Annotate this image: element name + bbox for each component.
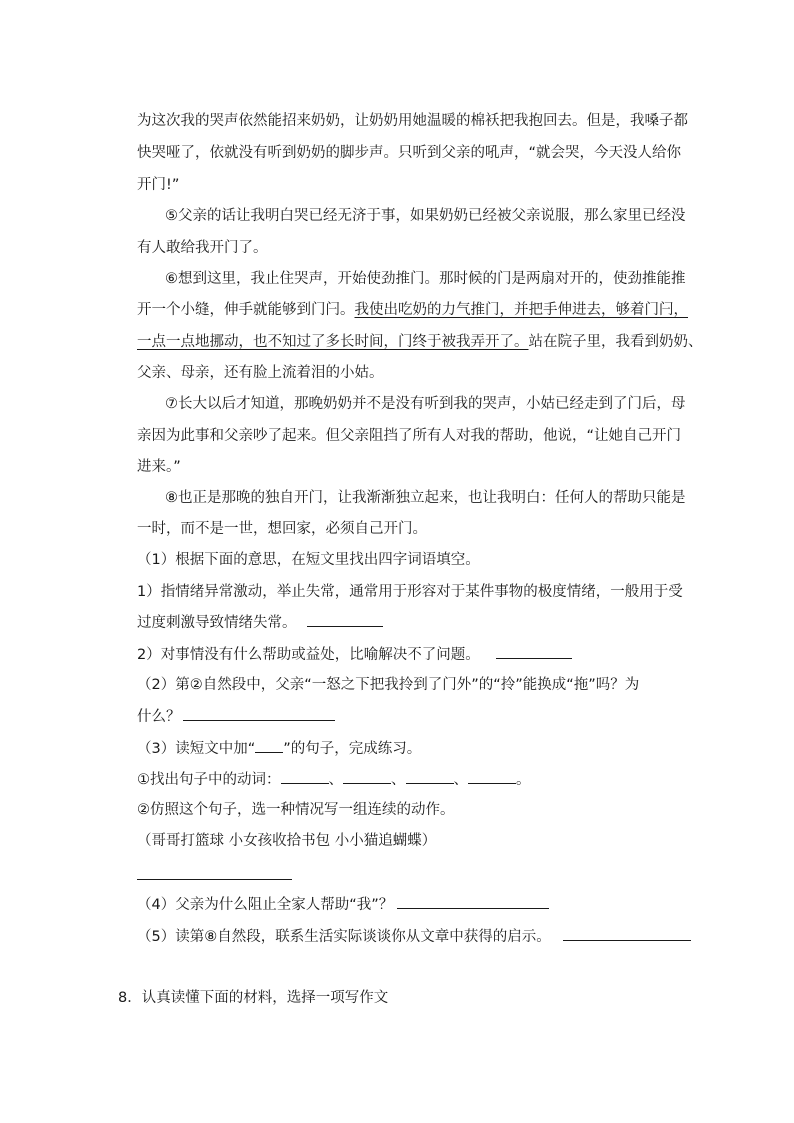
underlined-sentence: 一点一点地挪动，也不知过了多长时间，门终于被我弄开了。 [137,334,529,350]
question-text: ①找出句子中的动词： [137,772,281,788]
question-3 [137,738,421,759]
question-text: 2）对事情没有什么帮助或益处，比喻解决不了问题。 [137,647,480,663]
passage-line: 进来。” [137,459,181,475]
underline-mark [255,738,283,753]
question-4 [137,894,549,915]
passage-line: ⑤父亲的话让我明白哭已经无济于事，如果奶奶已经被父亲说服，那么家里已经没 [165,208,686,224]
question-3-1 [137,769,531,790]
answer-blank[interactable] [468,769,516,784]
answer-blank[interactable] [137,879,292,880]
separator: 。 [516,772,531,788]
answer-blank[interactable] [343,769,391,784]
passage-line [137,300,688,320]
passage-line: 一时，而不是一世，想回家，必须自己开门。 [137,521,427,537]
answer-blank[interactable] [183,706,335,721]
passage-line [137,332,703,352]
question-text: （3）读短文中加“ [137,741,256,757]
answer-blank[interactable] [563,926,691,941]
section-8-heading: 8．认真读懂下面的材料，选择一项写作文 [118,990,389,1006]
question-1: （1）根据下面的意思，在短文里找出四字词语填空。 [137,552,480,568]
separator: 、 [453,772,468,788]
question-text: （5）读第⑧自然段，联系生活实际谈谈你从文章中获得的启示。 [137,929,551,945]
answer-blank[interactable] [281,769,329,784]
separator: 、 [391,772,406,788]
passage-line: 快哭哑了，依就没有听到奶奶的脚步声。只听到父亲的吼声，“就会哭，今天没人给你 [137,145,682,161]
answer-blank[interactable] [406,769,454,784]
question-1-1 [137,612,383,633]
answer-blank[interactable] [496,644,572,659]
question-1-1: 1）指情绪异常激动，举止失常，通常用于形容对于某件事物的极度情绪，一般用于受 [137,584,683,600]
question-1-2 [137,644,572,665]
answer-blank[interactable] [307,612,383,627]
underlined-sentence: 我使出吃奶的力气推门，并把手伸进去，够着门闩， [354,302,688,318]
question-text: （4）父亲为什么阻止全家人帮助“我”？ [137,897,394,913]
question-3-options: （哥哥打篮球 小女孩收拾书包 小小猫追蝴蝶） [137,833,437,849]
passage-line: ⑦长大以后才知道，那晚奶奶并不是没有听到我的哭声，小姑已经走到了门后，母 [165,396,686,412]
question-5 [137,926,691,947]
passage-line: 亲因为此事和父亲吵了起来。但父亲阻挡了所有人对我的帮助，他说，“让她自己开门 [137,428,682,444]
question-text: ”的句子，完成练习。 [283,741,422,757]
separator: 、 [328,772,343,788]
question-2 [137,706,335,727]
question-3-2: ②仿照这个句子，选一种情况写一组连续的动作。 [137,802,455,818]
passage-line: 为这次我的哭声依然能招来奶奶，让奶奶用她温暖的棉袄把我抱回去。但是，我嗓子都 [137,113,688,129]
passage-line: 开门!” [137,177,180,193]
passage-text: 站在院子里，我看到奶奶、 [528,334,703,350]
passage-line: 有人敢给我开门了。 [137,240,268,256]
passage-line: 父亲、母亲，还有脸上流着泪的小姑。 [137,365,384,381]
question-text: 过度刺激导致情绪失常。 [137,615,297,631]
question-text: 什么？ [137,709,181,725]
passage-text: 开一个小缝，伸手就能够到门闩。 [137,302,355,318]
passage-line: ⑧也正是那晚的独自开门，让我渐渐独立起来，也让我明白：任何人的帮助只能是 [165,490,686,506]
passage-line: ⑥想到这里，我止住哭声，开始使劲推门。那时候的门是两扇对开的，使劲推能推 [165,271,686,287]
question-2: （2）第②自然段中，父亲“一怒之下把我拎到了门外”的“拎”能换成“拖”吗？为 [137,677,640,693]
answer-blank[interactable] [397,894,549,909]
